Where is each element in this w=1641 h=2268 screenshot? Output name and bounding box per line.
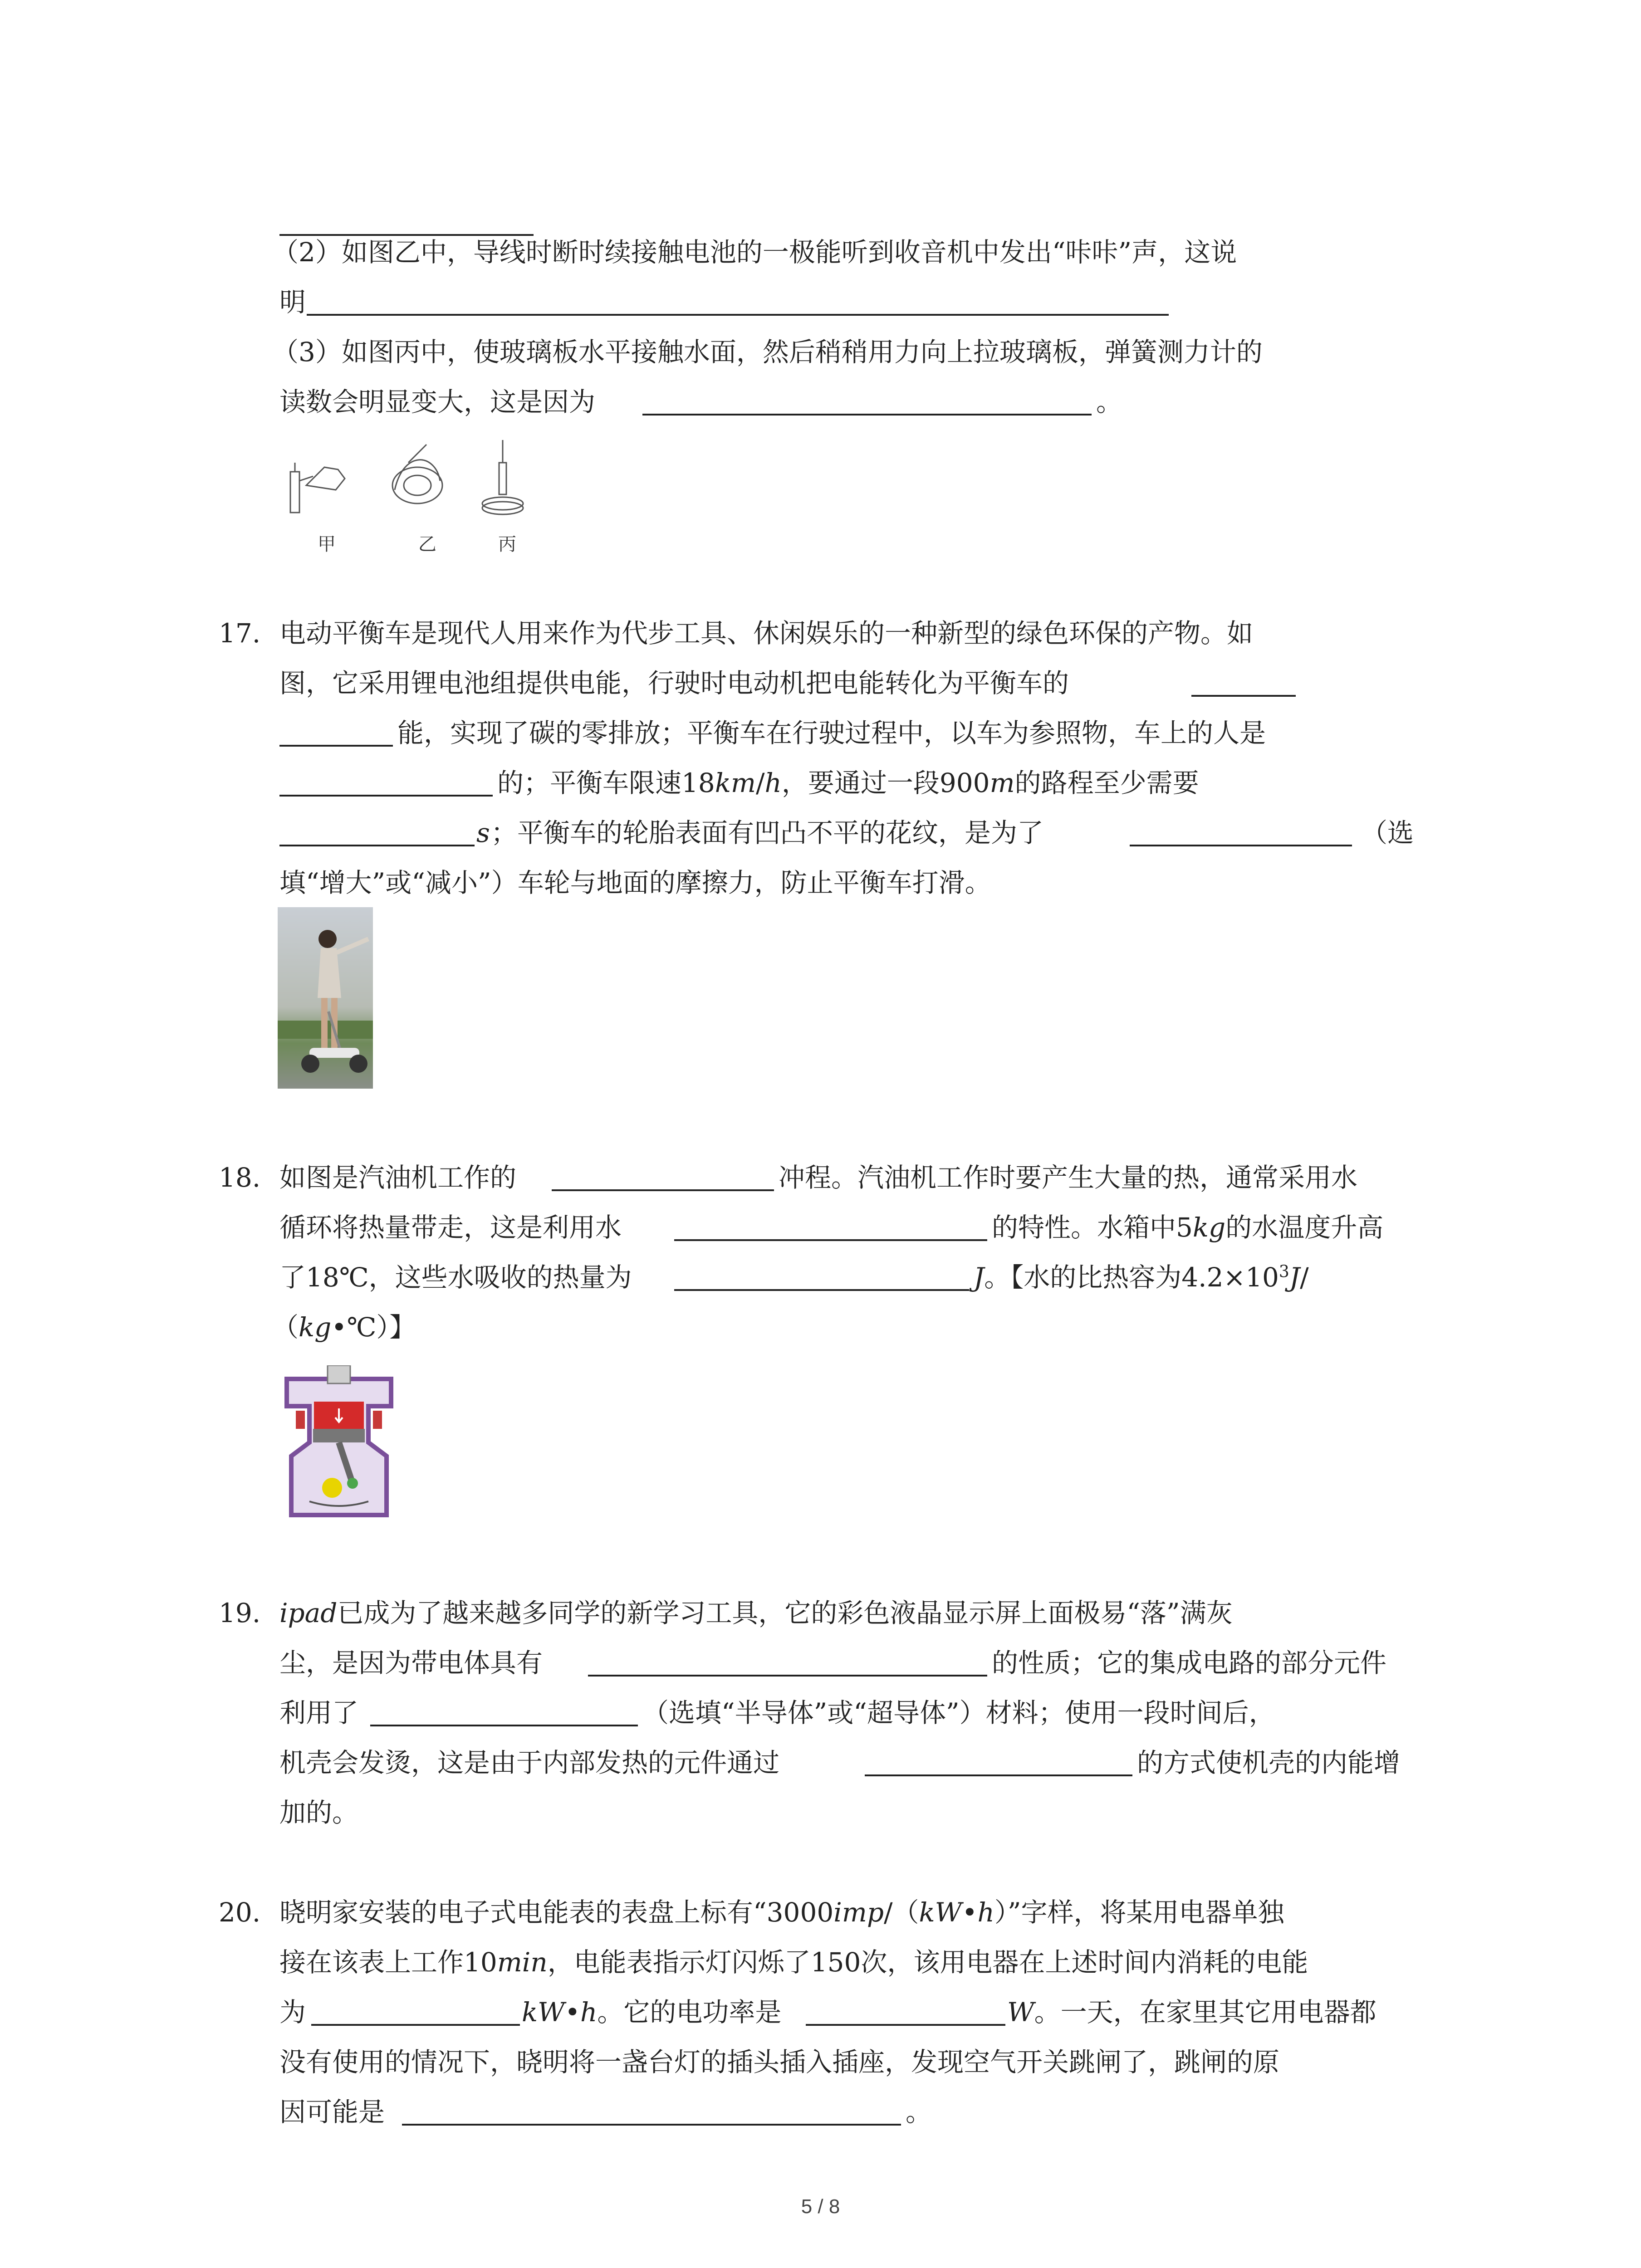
q17-text-3: 能，实现了碳的零排放；平衡车在行驶过程中，以车为参照物，车上的人是 <box>397 718 1266 748</box>
q18-text-2a: 循环将热量带走，这是利用水 <box>279 1212 622 1243</box>
q20-number: 20. <box>219 1897 261 1928</box>
q18-line-3 <box>0 1252 1641 1303</box>
page-number: 5 / 8 <box>801 2195 840 2218</box>
figure-label-jia: 甲 <box>318 534 336 555</box>
q17-text-1: 电动平衡车是现代人用来作为代步工具、休闲娱乐的一种新型的绿色环保的产物。如 <box>279 618 1254 649</box>
figure-label-yi: 乙 <box>418 534 436 555</box>
q18-text-3b: J。【水的比热容为$4.2\times 10^3J/$ <box>974 1262 1309 1293</box>
figure-yi-drawing <box>392 445 442 503</box>
q20-answer-blank-2[interactable] <box>806 1990 1005 2026</box>
q16-line-3b <box>0 376 1641 427</box>
q16-p3-because: 读数会明显变大，这是因为 <box>279 386 596 417</box>
q17-text-6: 填“增大”或“减小”）车轮与地面的摩擦力，防止平衡车打滑。 <box>279 867 991 898</box>
q16-p3-period: 。 <box>1096 386 1123 417</box>
q20-text-3a: 为 <box>279 1997 306 2028</box>
q17-answer-blank-1-cont[interactable] <box>279 711 393 747</box>
q17-text-5: ；平衡车的轮胎表面有凹凸不平的花纹，是为了 <box>491 817 1044 848</box>
q18-answer-blank-1[interactable] <box>552 1156 774 1191</box>
q20-text-5b: 。 <box>906 2097 932 2127</box>
q17-answer-blank-2[interactable] <box>279 761 493 797</box>
q18-text-1a: 如图是汽油机工作的 <box>279 1162 517 1193</box>
q17-balance-scooter-photo <box>278 907 373 1089</box>
q20-line-3 <box>0 1987 1641 2038</box>
q19-text-4b: 的方式使机壳的内能增 <box>1137 1747 1401 1778</box>
q17-unit-s: s <box>476 817 490 848</box>
q17-answer-blank-1[interactable] <box>1191 661 1296 697</box>
q19-text-1: ipad已成为了越来越多同学的新学习工具，它的彩色液晶显示屏上面极易“落”满灰 <box>279 1598 1233 1628</box>
q17-text-2: 图，它采用锂电池组提供电能，行驶时电动机把电能转化为平衡车的 <box>279 668 1069 699</box>
q20-text-4: 没有使用的情况下，晓明将一盏台灯的插头插入插座，发现空气开关跳闸了，跳闸的原 <box>279 2047 1280 2077</box>
q17-line-2 <box>0 658 1641 709</box>
q19-text-4a: 机壳会发烫，这是由于内部发热的元件通过 <box>279 1747 780 1778</box>
q20-line-2 <box>0 1937 1641 1988</box>
q17-text-5b: （选 <box>1361 817 1414 848</box>
q18-answer-blank-3[interactable] <box>674 1256 969 1291</box>
q18-text-1b: 冲程。汽油机工作时要产生大量的热，通常采用水 <box>779 1162 1358 1193</box>
q16-p3-text: （3）如图丙中，使玻璃板水平接触水面，然后稍稍用力向上拉玻璃板，弹簧测力计的 <box>272 337 1263 367</box>
q19-line-2 <box>0 1637 1641 1688</box>
q19-number: 19. <box>219 1598 261 1628</box>
q16-line-3a <box>0 327 1641 377</box>
q19-text-2a: 尘，是因为带电体具有 <box>279 1647 543 1678</box>
q17-number: 17. <box>219 618 261 649</box>
q20-text-5a: 因可能是 <box>279 2097 385 2127</box>
q16-line-2a <box>0 227 1641 278</box>
q17-line-3 <box>0 708 1641 758</box>
q18-text-4: （kg•℃）】 <box>272 1312 416 1343</box>
q17-answer-blank-4[interactable] <box>1130 811 1352 846</box>
figure-label-bing: 丙 <box>498 534 516 555</box>
q20-line-1 <box>0 1887 1641 1938</box>
q19-text-3b: （选填“半导体”或“超导体”）材料；使用一段时间后， <box>642 1697 1275 1728</box>
q19-line-4 <box>0 1737 1641 1788</box>
q20-answer-blank-3[interactable] <box>402 2090 901 2126</box>
q18-line-2 <box>0 1202 1641 1253</box>
q16-answer-blank-2[interactable] <box>307 280 1169 316</box>
q18-line-4 <box>0 1302 1641 1353</box>
q20-text-1: 晓明家安装的电子式电能表的表盘上标有“3000imp/（kW•h）”字样，将某用电器单独 <box>279 1897 1284 1928</box>
q18-answer-blank-2[interactable] <box>674 1206 987 1241</box>
q20-line-4 <box>0 2037 1641 2087</box>
q16-figures <box>281 435 535 526</box>
q18-text-2b: 的特性。水箱中5kg的水温度升高 <box>992 1212 1384 1243</box>
q17-answer-blank-3[interactable] <box>279 811 475 846</box>
q19-answer-blank-1[interactable] <box>588 1641 987 1677</box>
q17-line-6 <box>0 857 1641 908</box>
q20-answer-blank-1[interactable] <box>311 1990 520 2026</box>
q19-answer-blank-3[interactable] <box>865 1741 1132 1776</box>
q18-text-3a: 了18℃，这些水吸收的热量为 <box>279 1262 632 1293</box>
figure-bing-drawing <box>482 440 523 514</box>
q19-text-5: 加的。 <box>279 1797 359 1828</box>
q17-text-4: 的；平衡车限速18km/h，要通过一段900m的路程至少需要 <box>497 767 1199 798</box>
q16-p2-ming: 明 <box>279 287 306 318</box>
q20-text-3b: kW•h。它的电功率是 <box>522 1997 782 2028</box>
q19-text-2b: 的性质；它的集成电路的部分元件 <box>992 1647 1387 1678</box>
q18-number: 18. <box>219 1162 261 1193</box>
q18-engine-diagram <box>278 1365 400 1524</box>
q16-answer-blank-3[interactable] <box>642 380 1092 415</box>
figure-jia-drawing <box>290 463 345 513</box>
q19-answer-blank-2[interactable] <box>370 1691 638 1726</box>
q17-line-5 <box>0 807 1641 858</box>
q20-text-2: 接在该表上工作10min，电能表指示灯闪烁了150次，该用电器在上述时间内消耗的电能 <box>279 1947 1308 1978</box>
q16-p2-text: （2）如图乙中，导线时断时续接触电池的一极能听到收音机中发出“咔咔”声，这说 <box>272 237 1237 268</box>
q17-line-4 <box>0 758 1641 808</box>
q18-line-1 <box>0 1152 1641 1203</box>
q17-line-1 <box>0 608 1641 659</box>
q19-line-5 <box>0 1787 1641 1838</box>
q19-line-3 <box>0 1687 1641 1738</box>
q20-text-3c: W。一天，在家里其它用电器都 <box>1007 1997 1376 2028</box>
q20-line-5 <box>0 2087 1641 2137</box>
q19-text-3a: 利用了 <box>279 1697 359 1728</box>
q16-line-2b <box>0 277 1641 327</box>
q19-line-1 <box>0 1588 1641 1638</box>
